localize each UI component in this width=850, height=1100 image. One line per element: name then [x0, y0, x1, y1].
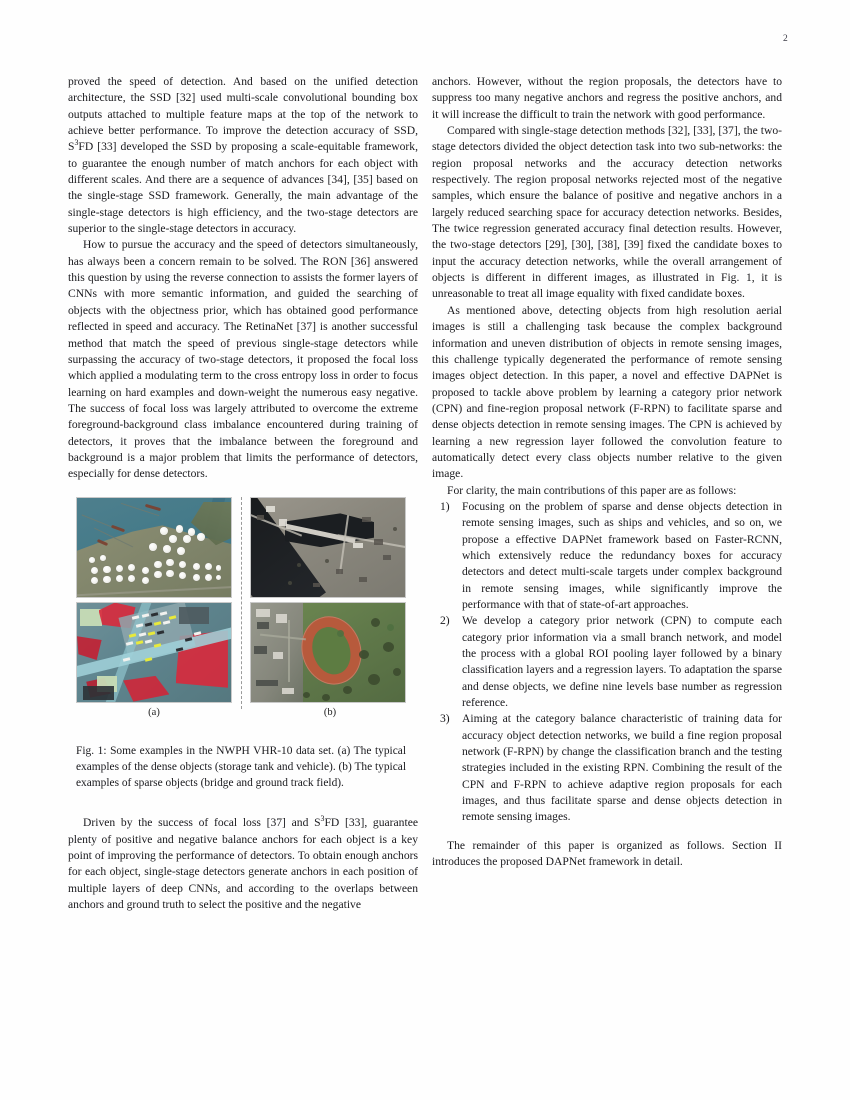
building [254, 646, 267, 654]
list-item-text: Aiming at the category balance characteristic of training data for accuracy object detection networks, we build a fine region proposal network (F-RPN) by change the classification branch and the testing strategies included in the existing RPN. Combining the result of the CPN and F-RPN to achieve adaptive region proposals for each images, and thus facilitate sparse and dense objects detection in remote sensing images. [462, 712, 782, 824]
storage-tank [176, 525, 184, 533]
storage-tank [154, 561, 162, 569]
storage-tank [216, 565, 222, 571]
storage-tank [183, 535, 191, 543]
storage-tank [89, 557, 95, 563]
storage-tank [103, 576, 111, 584]
aerial-image-harbour [77, 498, 231, 597]
list-item-marker: 1) [440, 499, 450, 513]
panel-b-top-bridge [250, 497, 406, 598]
paragraph-left-3 [68, 815, 418, 913]
building [282, 688, 294, 694]
list-item-marker: 2) [440, 614, 450, 628]
contributions-list [432, 499, 782, 826]
right-column [432, 74, 782, 871]
paragraph-left-1 [68, 74, 418, 237]
list-item [432, 613, 782, 711]
green-block [80, 609, 102, 627]
building [313, 583, 320, 587]
paragraph-left-1-post: FD [33] developed the SSD by proposing a scale-equitable framework, to guarantee the enough number of match anchors for each object with different scales. And there are a sequence of advances [34], [35] based on the single-stage SSD framework. Generally, the main advantage of the single-stage detectors is high efficiency, and the two-stage detectors are superior to the single-stage detectors in accuracy. [68, 140, 418, 236]
building [336, 569, 343, 574]
left-column [68, 74, 418, 913]
tree [288, 581, 292, 585]
figure-caption: Fig. 1: Some examples in the NWPH VHR-10 data set. (a) The typical examples of the dense objects (storage tank and vehicle). (b) The typical examples of sparse objects (bridge and ground track field). [76, 744, 406, 789]
list-item [432, 499, 782, 613]
storage-tank [100, 555, 106, 561]
building [359, 577, 367, 582]
building [83, 686, 114, 700]
building [362, 517, 371, 522]
aerial-image-track-field [251, 603, 405, 702]
storage-tank [160, 527, 168, 535]
list-item-text: Focusing on the problem of sparse and dense objects detection in remote sensing images, such as ships and vehicles, and so on, we propose a effective DAPNet framework based on Faster-RCNN, which extensively reduce the redundancy boxes for accuracy detectors and detect multi-scale targets under complex background in remote sensing images, while significantly improve the performance with that of state-of-art approaches. [462, 499, 782, 611]
storage-tank [149, 543, 157, 551]
panel-a-top-storage-tanks [76, 497, 232, 598]
figure-sublabels [76, 707, 406, 725]
tree [322, 694, 330, 701]
paragraph-right-3: As mentioned above, detecting objects from high resolution aerial images is still a challenging task because the complex background information and uneven distribution of objects in remote sensing images, this challenge typically degenerated the performance of remote sensing images object detection. In this paper, a novel and effective DAPNet is proposed to tackle above problem by learning a category prior network (CPN) and fine-region proposal network (F-RPN) to facilitate sparse and dense objects detection in remote sensing images. The CPN is achieved by learning a new regression layer followed the convolution feature to automatically detect every class objects number relative to the given image. [432, 303, 782, 481]
tree [325, 559, 329, 563]
building [179, 607, 210, 625]
building [257, 515, 264, 520]
paragraph-left-3-pre: Driven by the success of focal loss [37] and S [83, 816, 321, 830]
storage-tank [197, 533, 205, 541]
aerial-image-river-bridge [251, 498, 405, 597]
figure-sublabel-b: (b) [323, 706, 337, 718]
figure-panel-grid [76, 497, 406, 725]
superscript-three: 3 [320, 814, 325, 824]
tree [303, 692, 310, 698]
storage-tank [154, 571, 162, 579]
list-item-text: We develop a category prior network (CPN) to compute each category prior information via a small branch network, and model the process with a global ROI pooling layer followed by a binary classification layers and a regression layers. To adaptation the sparse and dense objects, we define nine levels base number as regression reference. [462, 614, 782, 710]
paragraph-left-2: How to pursue the accuracy and the speed of detectors simultaneously, has always been a concern remain to be solved. The RON [36] answered this question by using the reverse connection to assists the former layers of CNNs with more semantic information, and guided the searching of objects with the objectness prior, which has obtained good performance reflected in speed and accuracy. The RetinaNet [37] is another successful method that match the speed of previous single-stage detectors while surpassing the accuracy of two-stage detectors, it proposed the focal loss which applied a modulating term to the cross entropy loss in order to focus learning on hard examples and down-weight the numerous easy negative. The success of focal loss was largely attributed to overcome the extreme foreground-background class imbalance encountered during training of detectors, it proves that the imbalance between the foreground and background is a major problem that limits the performance of detectors, especially for dense detectors. [68, 238, 418, 481]
figure-1 [76, 497, 406, 792]
tree [359, 650, 369, 659]
list-item-marker: 3) [440, 712, 450, 726]
storage-tank [103, 566, 111, 574]
panel-b-bottom-track-field [250, 602, 406, 703]
storage-tank [177, 547, 185, 555]
figure-divider [241, 497, 242, 709]
building [279, 519, 287, 526]
paragraph-left-1-pre: proved the speed of detection. And based on the unified detection architecture, the SSD [32] used multi-scale convolutional bounding box outputs attached to multiple feature maps at the top of the network to achieve better performance. To improve the detection accuracy of SSD, S [68, 75, 418, 154]
tree [387, 624, 394, 631]
paragraph-right-closing: The remainder of this paper is organized as follows. Section II introduces the proposed DAPNet framework in detail. [432, 838, 782, 869]
path [288, 620, 290, 681]
building [257, 622, 269, 629]
paragraph-right-1: anchors. However, without the region proposals, the detectors have to suppress too many negative anchors and regress the positive anchors, and it will increase the difficult to train the network with good performance. [432, 75, 782, 121]
building [266, 506, 275, 512]
building [256, 680, 278, 686]
list-item [432, 711, 782, 825]
paragraph-right-2: Compared with single-stage detection methods [32], [33], [37], the two-stage detectors divided the object detection task into two sub-networks: the region proposal networks and the accuracy detection networks respectively. The region proposal networks rejected most of the negative samples, which ensure the balance of positive and negative anchors in a largely reduced searching space for accuracy detection networks. Besides, The twice regression generated accuracy final detection results. However, the two-stage detectors [29], [30], [38], [39] fixed the candidate boxes to input the accuracy detection networks, while the overall arrangement of objects is different in different images, as illustrated in Fig. 1, it is unreasonable to treat all image equality with fixed candidate boxes. [432, 124, 782, 301]
panel-a-bottom-vehicles [76, 602, 232, 703]
aerial-image-false-colour-city [77, 603, 231, 702]
figure-sublabel-a: (a) [148, 706, 160, 718]
building [383, 555, 391, 560]
tree [368, 674, 380, 685]
tree [393, 668, 401, 676]
building [374, 539, 383, 545]
building [256, 609, 270, 617]
paragraph-right-4: For clarity, the main contributions of this paper are as follows: [447, 483, 737, 497]
building [353, 543, 363, 548]
paragraph-left-3-post: FD [33], guarantee plenty of positive and negative balance anchors for each object is a key point of improving the performance of detectors. To obtain enough anchors for each object, single-stage detectors generate anchors in each position of multiple layers of deep CNNs, and according to the overlaps between anchors and ground truth to select the positive and the negative [68, 816, 418, 911]
storage-tank [169, 535, 177, 543]
building [276, 614, 287, 623]
tree [393, 527, 397, 531]
track-infield [306, 622, 355, 679]
superscript-three: 3 [74, 138, 79, 148]
storage-tank [163, 545, 171, 553]
page-number: 2 [783, 34, 788, 44]
building [273, 652, 283, 659]
